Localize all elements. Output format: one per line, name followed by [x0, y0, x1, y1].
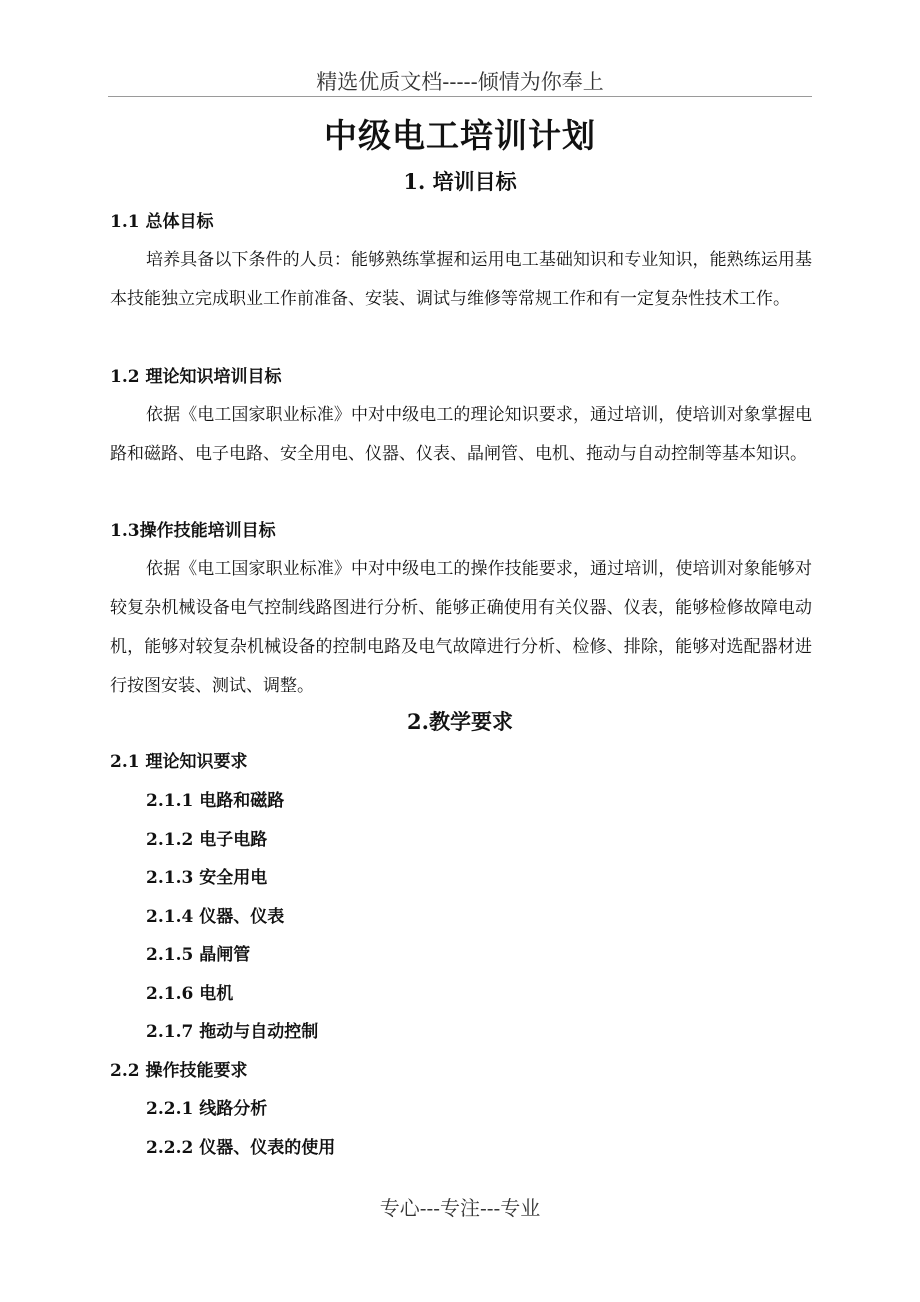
- subsection-1-1-heading: 1.1 总体目标: [110, 212, 214, 232]
- page-footer: 专心---专注---专业: [379, 1196, 541, 1220]
- subsection-1-1-body: 培养具备以下条件的人员：能够熟练掌握和运用电工基础知识和专业知识，能熟练运用基本技能独立完成职业工作前准备、安装、调试与维修等常规工作和有一定复杂性技术工作。: [110, 250, 812, 309]
- subsection-2-1-heading: 2.1 理论知识要求: [110, 752, 248, 772]
- document-title: 中级电工培训计划: [324, 116, 596, 155]
- page-header: 精选优质文档-----倾情为你奉上: [316, 70, 604, 94]
- list-item: 2.1.6 电机: [146, 984, 234, 1004]
- subsection-1-3-body: 依据《电工国家职业标准》中对中级电工的操作技能要求，通过培训，使培训对象能够对较复杂机械设备电气控制线路图进行分析、能够正确使用有关仪器、仪表，能够检修故障电动机，能够对较复杂机械设备的控制电路及电气故障进行分析、检修、排除，能够对选配器材进行按图安装、测试、调整。: [110, 559, 812, 696]
- subsection-1-2-body: 依据《电工国家职业标准》中对中级电工的理论知识要求，通过培训，使培训对象掌握电路和磁路、电子电路、安全用电、仪器、仪表、晶闸管、电机、拖动与自动控制等基本知识。: [110, 405, 812, 464]
- subsection-1-3-heading: 1.3操作技能培训目标: [110, 521, 276, 541]
- subsection-1-2-heading: 1.2 理论知识培训目标: [110, 367, 282, 387]
- list-item: 2.1.2 电子电路: [146, 830, 268, 850]
- list-item: 2.1.3 安全用电: [146, 868, 268, 888]
- section-2-heading: 2.教学要求: [407, 709, 513, 734]
- list-item: 2.1.7 拖动与自动控制: [146, 1022, 319, 1042]
- list-item: 2.1.5 晶闸管: [146, 945, 251, 965]
- list-item: 2.2.1 线路分析: [146, 1099, 268, 1119]
- list-item: 2.1.1 电路和磁路: [146, 791, 285, 811]
- list-item: 2.2.2 仪器、仪表的使用: [146, 1138, 336, 1158]
- subsection-2-2-heading: 2.2 操作技能要求: [110, 1061, 248, 1081]
- header-rule: [108, 96, 812, 97]
- list-item: 2.1.4 仪器、仪表: [146, 907, 285, 927]
- section-1-heading: 1. 培训目标: [403, 169, 517, 194]
